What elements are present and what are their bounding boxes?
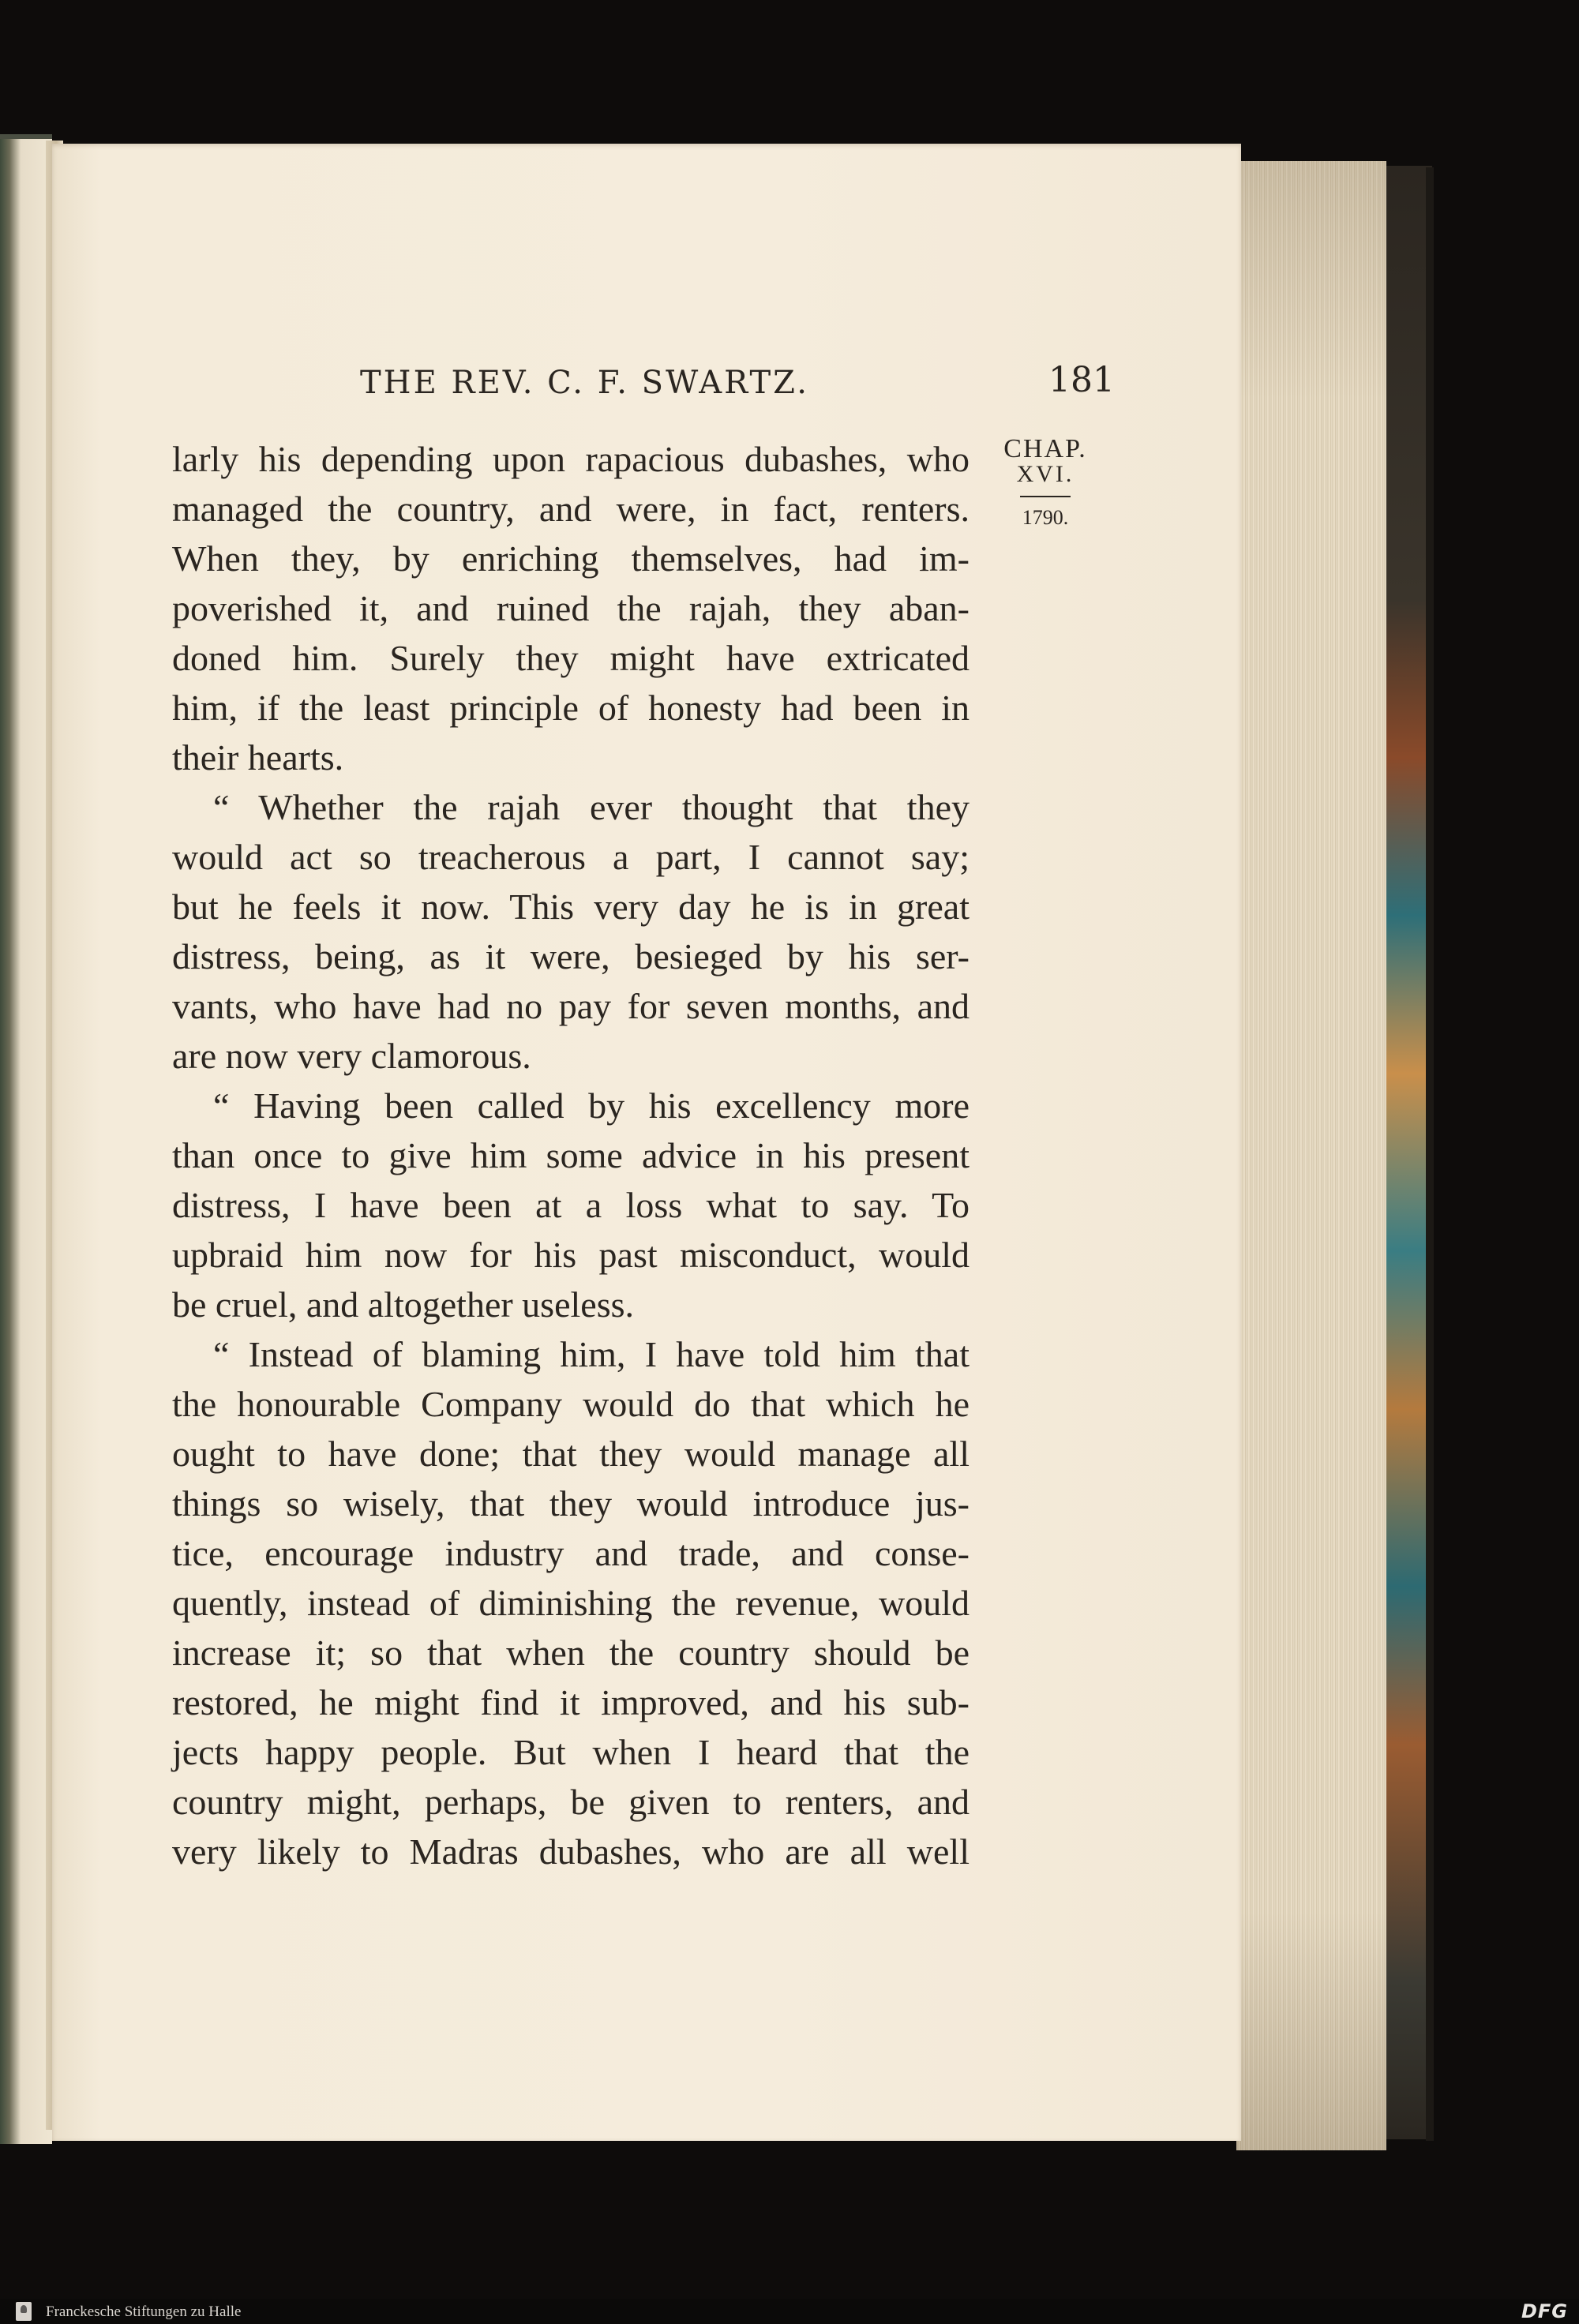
text-line: be cruel, and altogether useless.: [172, 1284, 634, 1325]
page-number: 181: [1048, 360, 1115, 400]
running-head: THE REV. C. F. SWARTZ.: [360, 365, 809, 401]
text-line: are now very clamorous.: [172, 1036, 531, 1076]
margin-chap-label: CHAP.: [1003, 434, 1087, 463]
text-line: When they, by enriching themselves, had im-: [172, 538, 970, 579]
text-line: things so wisely, that they would introduce jus-: [172, 1483, 970, 1524]
text-line: poverished it, and ruined the rajah, they aban-: [172, 588, 970, 628]
institution-logo-icon: [16, 2302, 32, 2321]
text-line: tice, encourage industry and trade, and conse-: [172, 1533, 970, 1573]
text-line: “ Instead of blaming him, I have told him that: [213, 1334, 970, 1374]
text-line: quently, instead of diminishing the revenue, would: [172, 1583, 970, 1623]
text-line: upbraid him now for his past misconduct, would: [172, 1235, 970, 1275]
text-line: restored, he might find it improved, and his sub-: [172, 1682, 970, 1722]
text-line: him, if the least principle of honesty had been in: [172, 688, 970, 728]
text-line: jects happy people. But when I heard that the: [172, 1732, 970, 1772]
text-line: their hearts.: [172, 737, 344, 778]
text-line: managed the country, and were, in fact, renters.: [172, 489, 970, 529]
cover-rim: [1426, 167, 1434, 2141]
body-text: [172, 434, 970, 1876]
institution-name: Franckesche Stiftungen zu Halle: [46, 2303, 242, 2320]
text-line: country might, perhaps, be given to renters, and: [172, 1782, 970, 1822]
margin-year: 1790.: [1022, 506, 1069, 529]
text-line: “ Having been called by his excellency more: [213, 1085, 970, 1126]
text-line: vants, who have had no pay for seven months, and: [172, 986, 970, 1026]
text-line: distress, I have been at a loss what to say. To: [172, 1185, 970, 1225]
text-line: increase it; so that when the country should be: [172, 1632, 970, 1673]
fore-edge-shadow: [1236, 161, 1386, 2150]
text-line: larly his depending upon rapacious dubashes, who: [172, 439, 970, 479]
text-line: the honourable Company would do that which he: [172, 1384, 970, 1424]
dfg-logo: DFG: [1521, 2300, 1568, 2322]
viewer-footer: [0, 2299, 1579, 2324]
margin-note: [1001, 436, 1090, 529]
left-facing-page: [0, 134, 52, 2144]
margin-rule: [1020, 496, 1071, 497]
text-line: would act so treacherous a part, I cannot say;: [172, 837, 970, 877]
text-line: “ Whether the rajah ever thought that they: [213, 787, 970, 827]
text-line: doned him. Surely they might have extricated: [172, 638, 970, 678]
text-line: very likely to Madras dubashes, who are all well: [172, 1831, 970, 1872]
text-line: but he feels it now. This very day he is in great: [172, 886, 970, 927]
text-line: than once to give him some advice in his present: [172, 1135, 970, 1175]
text-line: ought to have done; that they would manage all: [172, 1434, 970, 1474]
margin-chap-number: XVI.: [1016, 461, 1075, 487]
text-line: distress, being, as it were, besieged by his ser-: [172, 936, 970, 976]
